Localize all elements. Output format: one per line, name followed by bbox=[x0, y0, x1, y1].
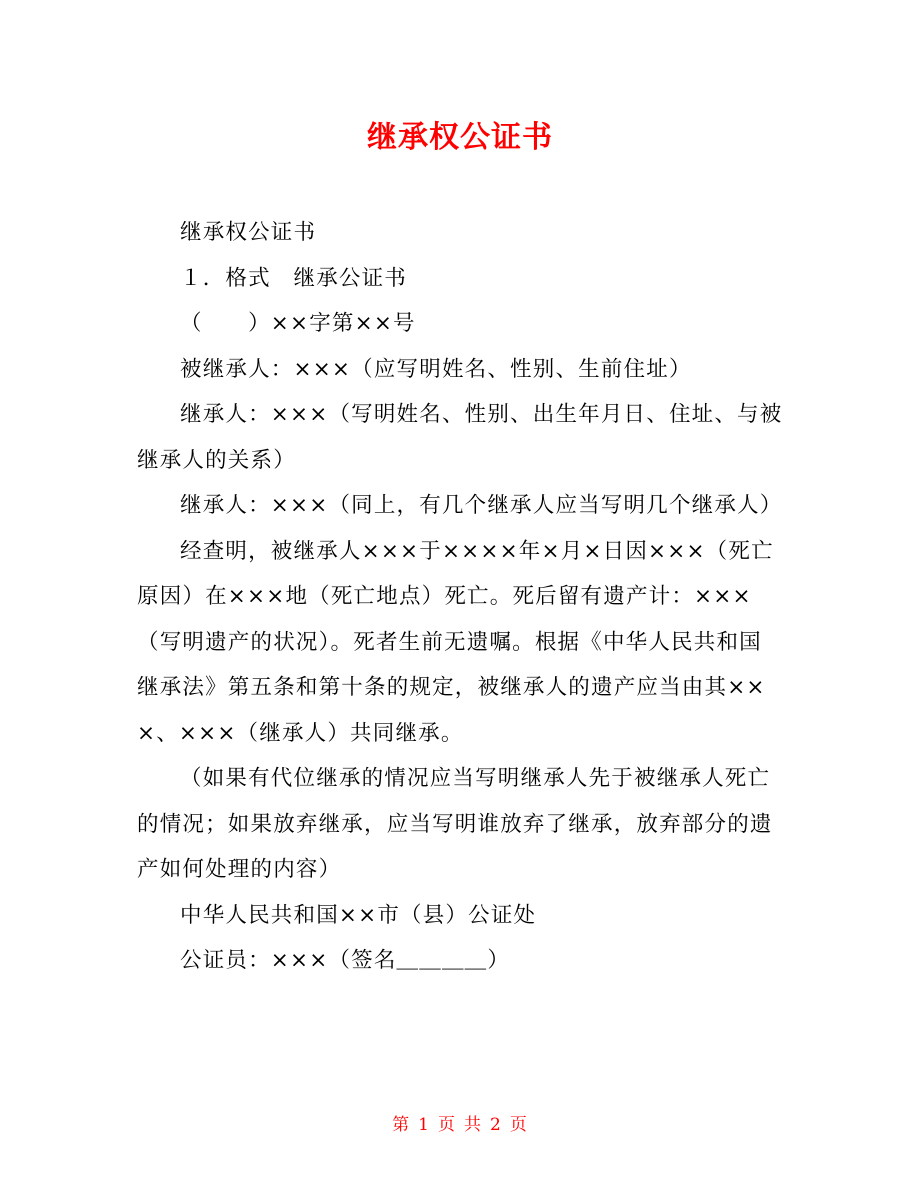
footer-page-word: 页 bbox=[438, 1115, 456, 1135]
footer-current-page: 1 bbox=[418, 1115, 430, 1135]
footer-prefix: 第 bbox=[392, 1115, 411, 1135]
paragraph-notary: 公证员：×××（签名＿＿＿＿） bbox=[180, 948, 511, 973]
paragraph-format: １．格式 继承公证书 bbox=[180, 265, 408, 291]
paragraph-findings: 经查明，被继承人×××于××××年×月×日因×××（死亡原因）在×××地（死亡地点）死亡。死后留有遗产计：×××（写明遗产的状况）。死者生前无遗嘱。根据《中华人民共和国继承法》第五条和第十条的规定，被继承人的遗产应当由其×××、×××（继承人）共同继承。 bbox=[137, 538, 774, 746]
paragraph-decedent: 被继承人：×××（应写明姓名、性别、生前住址） bbox=[180, 356, 692, 382]
paragraph-note: （如果有代位继承的情况应当写明继承人先于被继承人死亡的情况；如果放弃继承，应当写明谁放弃了继承，放弃部分的遗产如何处理的内容） bbox=[137, 766, 773, 882]
footer-total-pages: 2 bbox=[490, 1115, 502, 1135]
page-footer bbox=[0, 1112, 920, 1138]
paragraph-office: 中华人民共和国××市（县）公证处 bbox=[180, 902, 537, 928]
document-body bbox=[137, 210, 783, 984]
footer-total-prefix: 共 bbox=[464, 1115, 482, 1135]
paragraph-number: （ ）××字第××号 bbox=[180, 311, 416, 336]
document-title: 继承权公证书 bbox=[367, 120, 553, 155]
paragraph-heir-2: 继承人：×××（同上，有几个继承人应当写明几个继承人） bbox=[180, 493, 783, 518]
paragraph-heir-1: 继承人：×××（写明姓名、性别、出生年月日、住址、与被继承人的关系） bbox=[137, 402, 783, 473]
footer-suffix: 页 bbox=[509, 1115, 528, 1135]
paragraph-heading: 继承权公证书 bbox=[180, 220, 317, 245]
